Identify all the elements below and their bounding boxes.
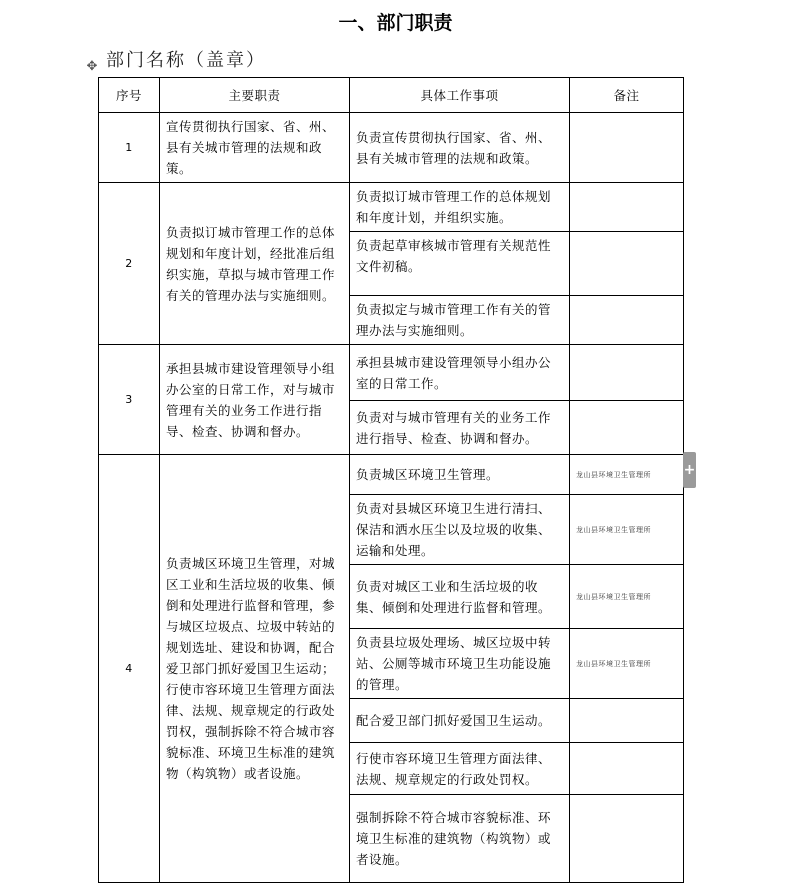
table-row	[99, 455, 684, 495]
header-no: 序号	[99, 78, 160, 113]
note-cell[interactable]	[570, 183, 684, 232]
note-cell[interactable]: 龙山县环境卫生管理所	[570, 495, 684, 565]
work-item-cell[interactable]: 强制拆除不符合城市容貌标准、环境卫生标准的建筑物（构筑物）或者设施。	[350, 795, 570, 883]
main-duty-cell[interactable]: 承担县城市建设管理领导小组办公室的日常工作，对与城市管理有关的业务工作进行指导、检查、协调和督办。	[160, 345, 350, 455]
work-item-cell[interactable]: 承担县城市建设管理领导小组办公室的日常工作。	[350, 345, 570, 401]
table-move-handle-icon[interactable]: ✥	[86, 59, 98, 74]
note-cell[interactable]	[570, 296, 684, 345]
work-item-cell[interactable]: 负责对与城市管理有关的业务工作进行指导、检查、协调和督办。	[350, 401, 570, 455]
department-name-label: 部门名称（盖章）	[106, 50, 266, 71]
note-cell[interactable]: 龙山县环境卫生管理所	[570, 629, 684, 699]
row-number[interactable]: 4	[99, 455, 160, 883]
table-row	[99, 345, 684, 401]
work-item-cell[interactable]: 行使市容环境卫生管理方面法律、法规、规章规定的行政处罚权。	[350, 743, 570, 795]
main-duty-cell[interactable]: 负责城区环境卫生管理，对城区工业和生活垃圾的收集、倾倒和处理进行监督和管理，参与城区垃圾点、垃圾中转站的规划选址、建设和协调，配合爱卫部门抓好爱国卫生运动；行使市容环境卫生管理方面法律、法规、规章规定的行政处罚权，强制拆除不符合城市容貌标准、环境卫生标准的建筑物（构筑物）或者设施。	[160, 455, 350, 883]
row-number[interactable]: 1	[99, 113, 160, 183]
row-number[interactable]: 3	[99, 345, 160, 455]
note-cell[interactable]	[570, 401, 684, 455]
header-main-duty: 主要职责	[160, 78, 350, 113]
header-work-items: 具体工作事项	[350, 78, 570, 113]
row-number[interactable]: 2	[99, 183, 160, 345]
table-header-row	[99, 78, 684, 113]
work-item-cell[interactable]: 负责起草审核城市管理有关规范性文件初稿。	[350, 232, 570, 296]
main-duty-cell[interactable]: 宣传贯彻执行国家、省、州、县有关城市管理的法规和政策。	[160, 113, 350, 183]
work-item-cell[interactable]: 负责城区环境卫生管理。	[350, 455, 570, 495]
work-item-cell[interactable]: 负责县垃圾处理场、城区垃圾中转站、公厕等城市环境卫生功能设施的管理。	[350, 629, 570, 699]
note-cell[interactable]	[570, 795, 684, 883]
duties-table	[98, 77, 684, 883]
note-cell[interactable]	[570, 113, 684, 183]
work-item-cell[interactable]: 负责对城区工业和生活垃圾的收集、倾倒和处理进行监督和管理。	[350, 565, 570, 629]
note-cell[interactable]	[570, 699, 684, 743]
page-title: 一、部门职责	[338, 12, 453, 34]
work-item-cell[interactable]: 负责拟订城市管理工作的总体规划和年度计划，并组织实施。	[350, 183, 570, 232]
note-cell[interactable]: 龙山县环境卫生管理所	[570, 565, 684, 629]
table-row	[99, 113, 684, 183]
table-row	[99, 183, 684, 232]
expand-panel-icon[interactable]: +	[683, 452, 696, 488]
work-item-cell[interactable]: 负责对县城区环境卫生进行清扫、保洁和洒水压尘以及垃圾的收集、运输和处理。	[350, 495, 570, 565]
work-item-cell[interactable]: 负责宣传贯彻执行国家、省、州、县有关城市管理的法规和政策。	[350, 113, 570, 183]
note-cell[interactable]	[570, 743, 684, 795]
note-cell[interactable]	[570, 345, 684, 401]
work-item-cell[interactable]: 配合爱卫部门抓好爱国卫生运动。	[350, 699, 570, 743]
note-cell[interactable]	[570, 232, 684, 296]
main-duty-cell[interactable]: 负责拟订城市管理工作的总体规划和年度计划，经批准后组织实施，草拟与城市管理工作有关的管理办法与实施细则。	[160, 183, 350, 345]
note-cell[interactable]: 龙山县环境卫生管理所	[570, 455, 684, 495]
header-note: 备注	[570, 78, 684, 113]
work-item-cell[interactable]: 负责拟定与城市管理工作有关的管理办法与实施细则。	[350, 296, 570, 345]
